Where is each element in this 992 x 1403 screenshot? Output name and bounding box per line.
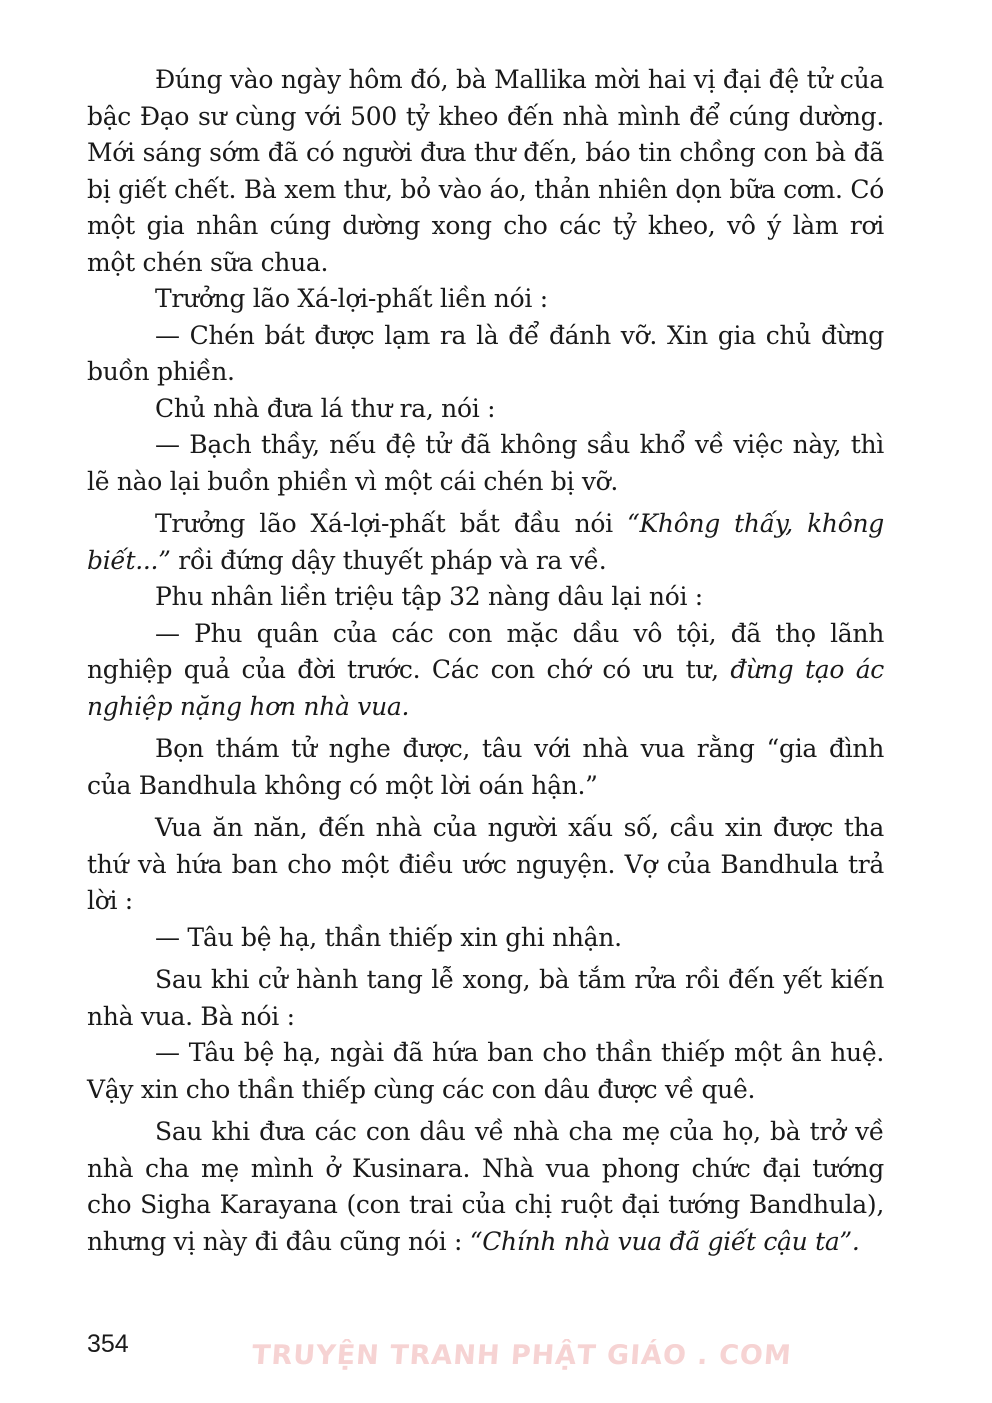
paragraph-sariputta-speaks: Trưởng lão Xá-lợi-phất liền nói : — [155, 284, 548, 313]
book-page-body — [87, 62, 884, 1260]
dialogue-not-grieving: — Bạch thầy, nếu đệ tử đã không sầu khổ về việc này, thì lẽ nào lại buồn phiền vì một cái chén bị vỡ. — [87, 430, 884, 496]
italic-quote: “Chính nhà vua đã giết cậu ta”. — [469, 1226, 860, 1256]
text-run: — Phu quân của các con mặc dầu vô tội, đã thọ lãnh nghiệp quả của đời trước. Các con chớ có ưu tư, — [87, 618, 884, 684]
paragraph-summon-daughters: Phu nhân liền triệu tập 32 nàng dâu lại nói : — [155, 582, 703, 611]
paragraph-host-shows-letter: Chủ nhà đưa lá thư ra, nói : — [155, 393, 496, 423]
paragraph-spies-report: Bọn thám tử nghe được, tâu với nhà vua rằng “gia đình của Bandhula không có một lời oán hận.” — [87, 734, 884, 800]
italic-text: đừng tạo ác nghiệp nặng hơn nhà vua. — [87, 655, 884, 721]
dialogue-acknowledge: — Tâu bệ hạ, thần thiếp xin ghi nhận. — [155, 922, 622, 952]
paragraph-king-repents: Vua ăn năn, đến nhà của người xấu số, cầu xin được tha thứ và hứa ban cho một điều ước nguyện. Vợ của Bandhula trả lời : — [87, 813, 884, 915]
text-run: Sau khi đưa các con dâu về nhà cha mẹ của họ, bà trở về nhà cha mẹ mình ở Kusinara. Nhà vua phong chức đại tướng cho Sigha Karayana (con trai của chị ruột đại tướng Bandhula), nhưng vị này đi đâu cũng nói : — [87, 1117, 884, 1256]
paragraph-return-kusinara — [87, 1114, 884, 1260]
watermark: TRUYỆN TRANH PHẬT GIÁO . COM — [250, 1340, 793, 1371]
paragraph-funeral: Sau khi cử hành tang lễ xong, bà tắm rửa rồi đến yết kiến nhà vua. Bà nói : — [87, 965, 884, 1031]
dialogue-bowls-break: — Chén bát được lạm ra là để đánh vỡ. Xin gia chủ đừng buồn phiền. — [87, 320, 884, 386]
text-run: Trưởng lão Xá-lợi-phất bắt đầu nói — [155, 509, 628, 538]
page-number: 354 — [87, 1330, 129, 1358]
italic-quote: “Không thấy, không biết...” — [87, 509, 884, 575]
text-run: rồi đứng dậy thuyết pháp và ra về. — [170, 545, 607, 575]
dialogue-request-return: — Tâu bệ hạ, ngài đã hứa ban cho thần thiếp một ân huệ. Vậy xin cho thần thiếp cùng các con dâu được về quê. — [87, 1038, 884, 1104]
paragraph-mallika-offering: Đúng vào ngày hôm đó, bà Mallika mời hai vị đại đệ tử của bậc Đạo sư cùng với 500 tỷ kheo đến nhà mình để cúng dường. Mới sáng sớm đã có người đưa thư đến, báo tin chồng con bà đã bị giết chết. Bà xem thư, bỏ vào áo, thản nhiên dọn bữa cơm. Có một gia nhân cúng dường xong cho các tỷ kheo, vô ý làm rơi một chén sữa chua. — [87, 65, 884, 277]
paragraph-sermon — [87, 506, 884, 579]
dialogue-karma — [87, 616, 884, 726]
